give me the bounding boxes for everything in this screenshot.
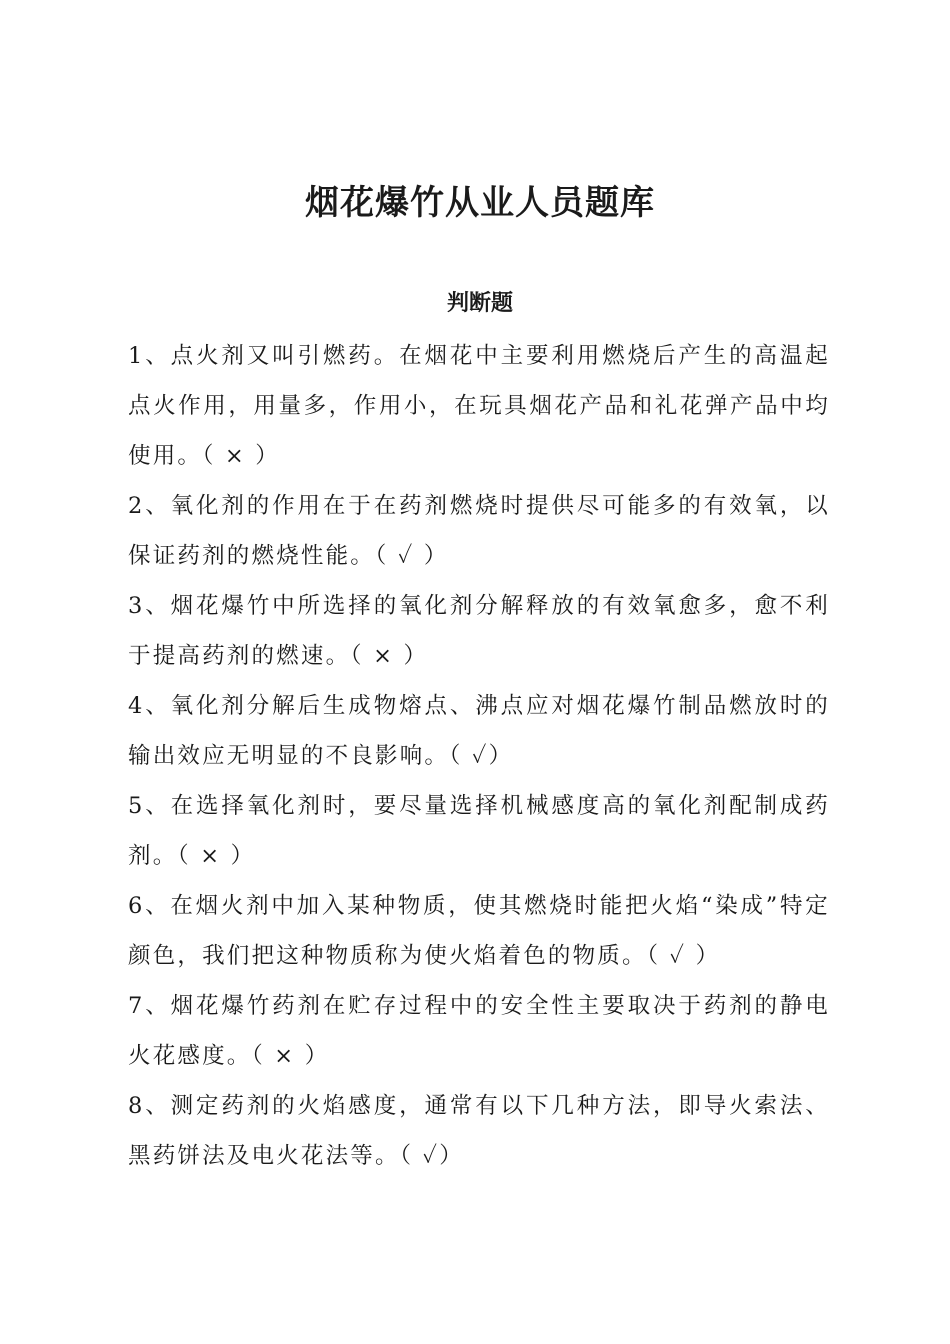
question-item-3: 3、烟花爆竹中所选择的氧化剂分解释放的有效氧愈多，愈不利于提高药剂的燃速。（ × ） (128, 593, 830, 669)
question-item-8: 8、测定药剂的火焰感度，通常有以下几种方法，即导火索法、黑药饼法及电火花法等。（ ✓） (128, 1093, 830, 1169)
section-heading: 判断题 (446, 291, 513, 316)
question-list (128, 331, 830, 1181)
question-item-7: 7、烟花爆竹药剂在贮存过程中的安全性主要取决于药剂的静电火花感度。（ × ） (128, 993, 830, 1069)
question-item-4: 4、氧化剂分解后生成物熔点、沸点应对烟花爆竹制品燃放时的输出效应无明显的不良影响。（ ✓） (128, 693, 830, 769)
question-item-5: 5、在选择氧化剂时，要尽量选择机械感度高的氧化剂配制成药剂。（ × ） (128, 793, 830, 869)
question-item-1: 1、点火剂又叫引燃药。在烟花中主要利用燃烧后产生的高温起点火作用，用量多，作用小，在玩具烟花产品和礼花弹产品中均使用。（ × ） (128, 343, 830, 469)
question-item-2: 2、氧化剂的作用在于在药剂燃烧时提供尽可能多的有效氧，以保证药剂的燃烧性能。（ ✓ ） (128, 493, 830, 569)
document-title: 烟花爆竹从业人员题库 (305, 183, 655, 223)
question-item-6: 6、在烟火剂中加入某种物质，使其燃烧时能把火焰“染成”特定颜色，我们把这种物质称为使火焰着色的物质。（ ✓ ） (128, 893, 830, 969)
